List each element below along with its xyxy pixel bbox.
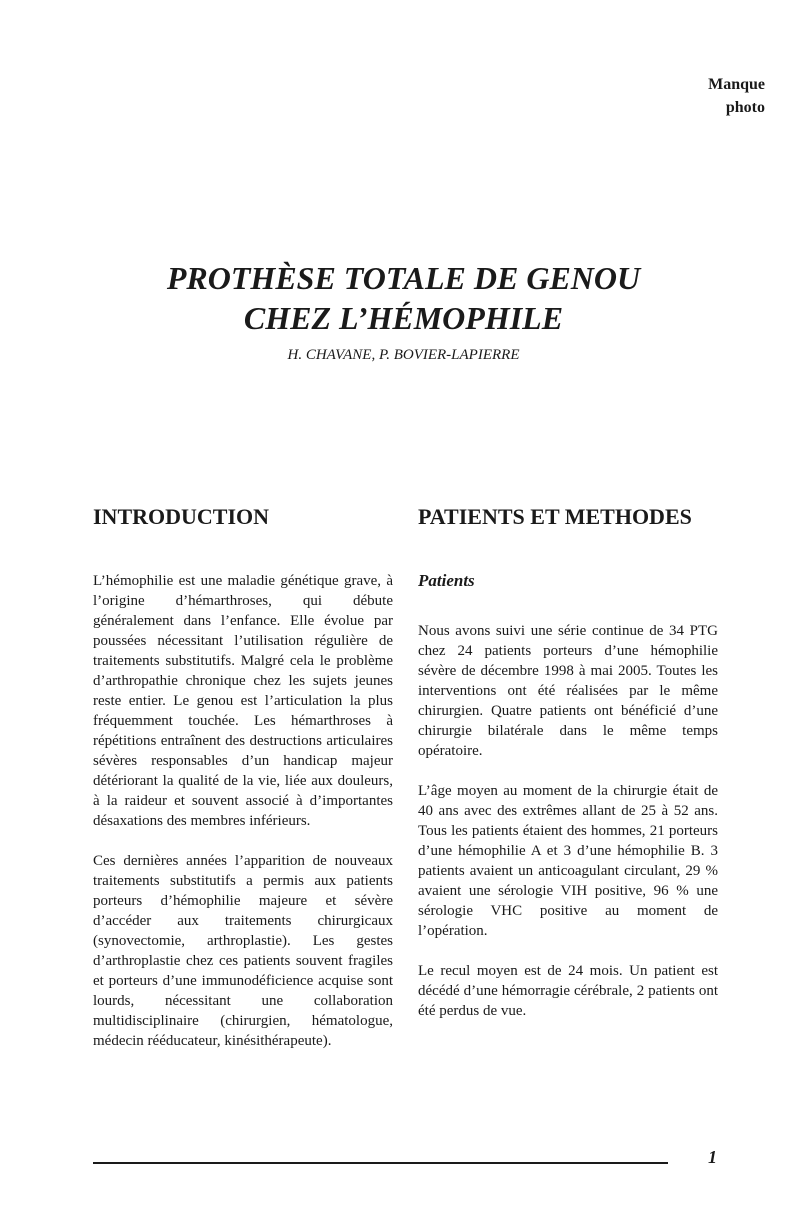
page-number: 1 <box>708 1147 717 1167</box>
patients-paragraph-3: Le recul moyen est de 24 mois. Un patient est décédé d’une hémorragie cérébrale, 2 patients ont été perdus de vue. <box>418 963 718 1019</box>
introduction-heading: INTRODUCTION <box>93 504 270 529</box>
note-line-2: photo <box>725 99 765 116</box>
patients-paragraph-2: L’âge moyen au moment de la chirurgie était de 40 ans avec des extrêmes allant de 25 à 52 ans. Tous les patients étaient des hommes, 21 porteurs d’une hémophilie A et 3 d’une hémophilie B. 3 patients avaient un anticoagulant circulant, 29 % avaient une sérologie VIH positive, 96 % une sérologie VHC positive au moment de l’opération. <box>418 783 718 939</box>
patients-subheading: Patients <box>418 571 475 590</box>
introduction-paragraph-1: L’hémophilie est une maladie génétique grave, à l’origine d’hémarthroses, qui débute généralement dans l’enfance. Elle évolue par poussées nécessitant l’utilisation régulière de traitements substitutifs. Malgré cela le problème d’arthropathie chronique chez les sujets jeunes reste entier. Le genou est l’articulation la plus fréquemment touchée. Les hémarthroses à répétitions entraînent des destructions articulaires sévères responsables d’un handicap majeur détériorant la qualité de la vie, liée aux douleurs, à la raideur et souvent associé à d’importantes désaxations des membres inférieurs. <box>93 573 393 829</box>
note-line-1: Manque <box>708 76 765 93</box>
authors: H. CHAVANE, P. BOVIER-LAPIERRE <box>287 347 520 363</box>
title-line-1: PROTHÈSE TOTALE DE GENOU <box>166 260 641 296</box>
patients-methods-heading: PATIENTS ET METHODES <box>418 504 692 529</box>
patients-paragraph-1: Nous avons suivi une série continue de 34 PTG chez 24 patients porteurs d’une hémophilie sévère de décembre 1998 à mai 2005. Toutes les interventions ont été réalisées par le même chirurgien. Quatre patients ont bénéficié d’une chirurgie bilatérale dans le même temps opératoire. <box>418 623 718 759</box>
introduction-column <box>93 503 393 1051</box>
article-title <box>0 258 807 338</box>
introduction-paragraph-2: Ces dernières années l’apparition de nouveaux traitements substitutifs a permis aux patients porteurs d’hémophilie majeure et sévère d’accéder aux traitements chirurgicaux (synovectomie, arthroplastie). Les gestes d’arthroplastie chez ces patients souvent fragiles et porteurs d’une immunodéficience acquise sont lourds, nécessitant une collaboration multidisciplinaire (chirurgien, hématologue, médecin rééducateur, kinésithérapeute). <box>93 853 393 1049</box>
footer-rule <box>93 1162 668 1164</box>
title-line-2: CHEZ L’HÉMOPHILE <box>243 300 564 336</box>
missing-photo-note <box>665 73 765 119</box>
patients-methods-column <box>418 503 718 1021</box>
